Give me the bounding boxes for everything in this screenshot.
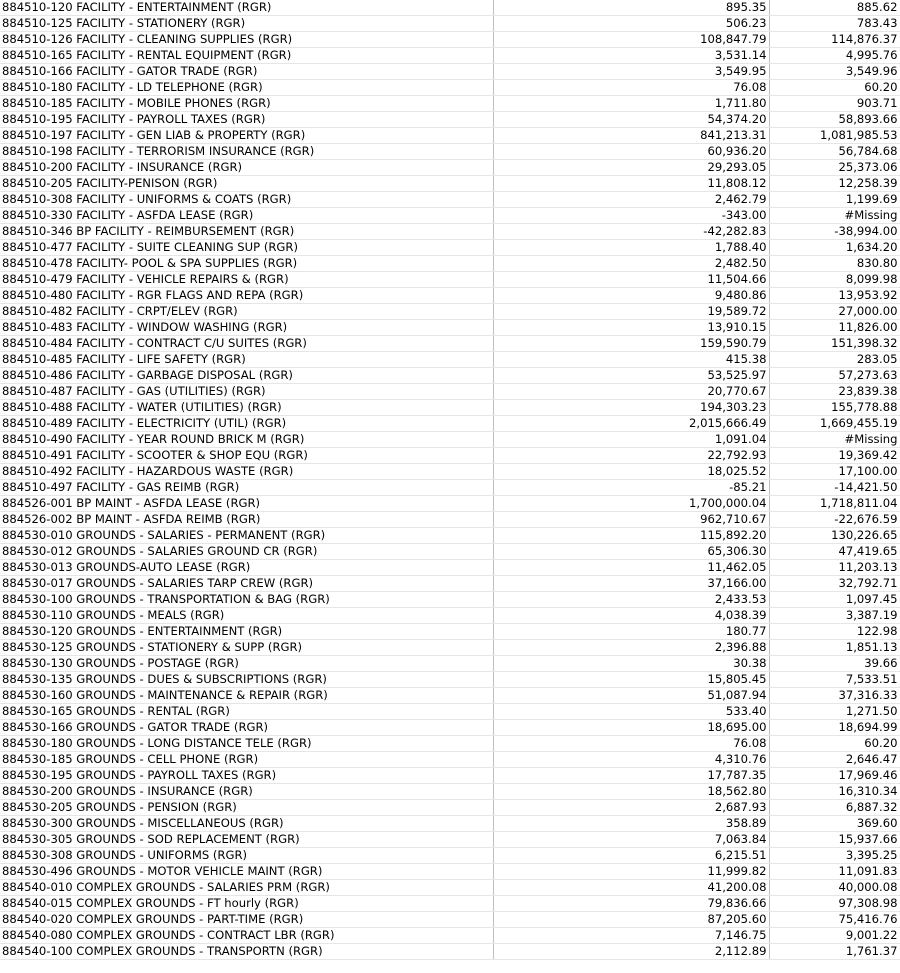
value-cell-a[interactable]: 2,112.89 (493, 944, 769, 960)
value-cell-b[interactable]: 130,226.65 (769, 528, 900, 544)
value-cell-b[interactable]: 11,826.00 (769, 320, 900, 336)
value-cell-a[interactable]: 115,892.20 (493, 528, 769, 544)
table-row (0, 320, 900, 336)
table-row (0, 512, 900, 528)
value-cell-a[interactable]: 2,687.93 (493, 800, 769, 816)
table-row (0, 560, 900, 576)
value-cell-a[interactable]: 159,590.79 (493, 336, 769, 352)
table-row (0, 608, 900, 624)
value-cell-b[interactable]: -22,676.59 (769, 512, 900, 528)
account-description-cell[interactable]: 884510-205 FACILITY-PENISON (RGR) (0, 176, 493, 192)
value-cell-a[interactable]: 65,306.30 (493, 544, 769, 560)
value-cell-a[interactable]: -42,282.83 (493, 224, 769, 240)
table-row (0, 896, 900, 912)
value-cell-b[interactable]: 17,969.46 (769, 768, 900, 784)
account-description-cell[interactable]: 884530-496 GROUNDS - MOTOR VEHICLE MAINT (RGR) (0, 864, 493, 880)
value-cell-a[interactable]: 41,200.08 (493, 880, 769, 896)
table-row (0, 880, 900, 896)
value-cell-a[interactable]: 76.08 (493, 736, 769, 752)
account-description-cell[interactable]: 884530-205 GROUNDS - PENSION (RGR) (0, 800, 493, 816)
value-cell-b[interactable]: 1,081,985.53 (769, 128, 900, 144)
value-cell-a[interactable]: 962,710.67 (493, 512, 769, 528)
account-description-cell[interactable]: 884510-166 FACILITY - GATOR TRADE (RGR) (0, 64, 493, 80)
table-row (0, 32, 900, 48)
value-cell-b[interactable]: 6,887.32 (769, 800, 900, 816)
table-row (0, 784, 900, 800)
account-description-cell[interactable]: 884510-185 FACILITY - MOBILE PHONES (RGR) (0, 96, 493, 112)
account-description-cell[interactable]: 884540-080 COMPLEX GROUNDS - CONTRACT LBR (RGR) (0, 928, 493, 944)
value-cell-b[interactable]: 1,097.45 (769, 592, 900, 608)
table-row (0, 160, 900, 176)
value-cell-b[interactable]: #Missing (769, 208, 900, 224)
value-cell-a[interactable]: 2,396.88 (493, 640, 769, 656)
account-description-cell[interactable]: 884510-485 FACILITY - LIFE SAFETY (RGR) (0, 352, 493, 368)
table-row (0, 928, 900, 944)
account-description-cell[interactable]: 884510-483 FACILITY - WINDOW WASHING (RGR) (0, 320, 493, 336)
value-cell-b[interactable]: #Missing (769, 432, 900, 448)
value-cell-b[interactable]: 3,395.25 (769, 848, 900, 864)
value-cell-a[interactable]: 54,374.20 (493, 112, 769, 128)
value-cell-b[interactable]: 1,199.69 (769, 192, 900, 208)
table-row (0, 112, 900, 128)
table-row (0, 336, 900, 352)
table-row (0, 144, 900, 160)
value-cell-a[interactable]: 506.23 (493, 16, 769, 32)
table-row (0, 16, 900, 32)
account-description-cell[interactable]: 884530-200 GROUNDS - INSURANCE (RGR) (0, 784, 493, 800)
account-description-cell[interactable]: 884530-195 GROUNDS - PAYROLL TAXES (RGR) (0, 768, 493, 784)
value-cell-a[interactable]: 11,462.05 (493, 560, 769, 576)
value-cell-b[interactable]: 1,851.13 (769, 640, 900, 656)
account-description-cell[interactable]: 884540-010 COMPLEX GROUNDS - SALARIES PRM (RGR) (0, 880, 493, 896)
value-cell-b[interactable]: 151,398.32 (769, 336, 900, 352)
table-row (0, 816, 900, 832)
table-row (0, 480, 900, 496)
value-cell-a[interactable]: 60,936.20 (493, 144, 769, 160)
value-cell-a[interactable]: 2,482.50 (493, 256, 769, 272)
value-cell-a[interactable]: 15,805.45 (493, 672, 769, 688)
table-row (0, 832, 900, 848)
value-cell-b[interactable]: 47,419.65 (769, 544, 900, 560)
value-cell-b[interactable]: 97,308.98 (769, 896, 900, 912)
table-row (0, 544, 900, 560)
value-cell-b[interactable]: 25,373.06 (769, 160, 900, 176)
table-row (0, 400, 900, 416)
value-cell-b[interactable]: 56,784.68 (769, 144, 900, 160)
value-cell-a[interactable]: 415.38 (493, 352, 769, 368)
account-description-cell[interactable]: 884526-002 BP MAINT - ASFDA REIMB (RGR) (0, 512, 493, 528)
value-cell-b[interactable]: 830.80 (769, 256, 900, 272)
account-description-cell[interactable]: 884510-488 FACILITY - WATER (UTILITIES) (RGR) (0, 400, 493, 416)
account-description-cell[interactable]: 884530-130 GROUNDS - POSTAGE (RGR) (0, 656, 493, 672)
value-cell-b[interactable]: 16,310.34 (769, 784, 900, 800)
value-cell-a[interactable]: 30.38 (493, 656, 769, 672)
value-cell-a[interactable]: 53,525.97 (493, 368, 769, 384)
value-cell-a[interactable]: 9,480.86 (493, 288, 769, 304)
account-description-cell[interactable]: 884530-180 GROUNDS - LONG DISTANCE TELE (RGR) (0, 736, 493, 752)
value-cell-b[interactable]: 114,876.37 (769, 32, 900, 48)
account-description-cell[interactable]: 884530-125 GROUNDS - STATIONERY & SUPP (RGR) (0, 640, 493, 656)
account-description-cell[interactable]: 884530-120 GROUNDS - ENTERTAINMENT (RGR) (0, 624, 493, 640)
value-cell-a[interactable]: 2,462.79 (493, 192, 769, 208)
value-cell-b[interactable]: 1,634.20 (769, 240, 900, 256)
value-cell-a[interactable]: 37,166.00 (493, 576, 769, 592)
account-description-cell[interactable]: 884540-100 COMPLEX GROUNDS - TRANSPORTN (RGR) (0, 944, 493, 960)
value-cell-b[interactable]: 40,000.08 (769, 880, 900, 896)
account-description-cell[interactable]: 884526-001 BP MAINT - ASFDA LEASE (RGR) (0, 496, 493, 512)
table-row (0, 256, 900, 272)
value-cell-a[interactable]: 1,700,000.04 (493, 496, 769, 512)
value-cell-b[interactable]: 11,203.13 (769, 560, 900, 576)
account-description-cell[interactable]: 884510-197 FACILITY - GEN LIAB & PROPERTY (RGR) (0, 128, 493, 144)
value-cell-a[interactable]: 51,087.94 (493, 688, 769, 704)
value-cell-b[interactable]: 39.66 (769, 656, 900, 672)
value-cell-b[interactable]: 32,792.71 (769, 576, 900, 592)
table-row (0, 208, 900, 224)
value-cell-b[interactable]: 58,893.66 (769, 112, 900, 128)
account-description-cell[interactable]: 884510-487 FACILITY - GAS (UTILITIES) (RGR) (0, 384, 493, 400)
value-cell-b[interactable]: 4,995.76 (769, 48, 900, 64)
table-row (0, 416, 900, 432)
account-description-cell[interactable]: 884510-478 FACILITY- POOL & SPA SUPPLIES (RGR) (0, 256, 493, 272)
value-cell-b[interactable]: 155,778.88 (769, 400, 900, 416)
account-description-cell[interactable]: 884530-135 GROUNDS - DUES & SUBSCRIPTIONS (RGR) (0, 672, 493, 688)
value-cell-b[interactable]: 60.20 (769, 80, 900, 96)
table-row (0, 176, 900, 192)
value-cell-b[interactable]: 11,091.83 (769, 864, 900, 880)
account-description-cell[interactable]: 884510-492 FACILITY - HAZARDOUS WASTE (RGR) (0, 464, 493, 480)
value-cell-a[interactable]: 3,549.95 (493, 64, 769, 80)
value-cell-b[interactable]: 18,694.99 (769, 720, 900, 736)
value-cell-b[interactable]: 3,549.96 (769, 64, 900, 80)
account-description-cell[interactable]: 884510-479 FACILITY - VEHICLE REPAIRS & (RGR) (0, 272, 493, 288)
table-row (0, 304, 900, 320)
account-description-cell[interactable]: 884530-010 GROUNDS - SALARIES - PERMANENT (RGR) (0, 528, 493, 544)
account-description-cell[interactable]: 884510-180 FACILITY - LD TELEPHONE (RGR) (0, 80, 493, 96)
value-cell-a[interactable]: 29,293.05 (493, 160, 769, 176)
account-description-cell[interactable]: 884510-489 FACILITY - ELECTRICITY (UTIL) (RGR) (0, 416, 493, 432)
value-cell-b[interactable]: 37,316.33 (769, 688, 900, 704)
value-cell-b[interactable]: 75,416.76 (769, 912, 900, 928)
table-row (0, 752, 900, 768)
table-row (0, 624, 900, 640)
value-cell-a[interactable]: 108,847.79 (493, 32, 769, 48)
value-cell-b[interactable]: 283.05 (769, 352, 900, 368)
table-row (0, 448, 900, 464)
value-cell-a[interactable]: 1,788.40 (493, 240, 769, 256)
table-row (0, 768, 900, 784)
account-description-cell[interactable]: 884510-120 FACILITY - ENTERTAINMENT (RGR) (0, 0, 493, 16)
value-cell-b[interactable]: 1,761.37 (769, 944, 900, 960)
account-description-cell[interactable]: 884530-100 GROUNDS - TRANSPORTATION & BAG (RGR) (0, 592, 493, 608)
value-cell-a[interactable]: 18,695.00 (493, 720, 769, 736)
value-cell-b[interactable]: 13,953.92 (769, 288, 900, 304)
value-cell-b[interactable]: 903.71 (769, 96, 900, 112)
value-cell-b[interactable]: 23,839.38 (769, 384, 900, 400)
value-cell-b[interactable]: 8,099.98 (769, 272, 900, 288)
value-cell-b[interactable]: 122.98 (769, 624, 900, 640)
value-cell-a[interactable]: 4,310.76 (493, 752, 769, 768)
value-cell-a[interactable]: 6,215.51 (493, 848, 769, 864)
account-description-cell[interactable]: 884510-330 FACILITY - ASFDA LEASE (RGR) (0, 208, 493, 224)
value-cell-b[interactable]: 57,273.63 (769, 368, 900, 384)
value-cell-b[interactable]: 9,001.22 (769, 928, 900, 944)
value-cell-a[interactable]: 11,999.82 (493, 864, 769, 880)
account-description-cell[interactable]: 884540-015 COMPLEX GROUNDS - FT hourly (RGR) (0, 896, 493, 912)
account-description-cell[interactable]: 884510-490 FACILITY - YEAR ROUND BRICK M (RGR) (0, 432, 493, 448)
table-row (0, 288, 900, 304)
table-row (0, 864, 900, 880)
value-cell-b[interactable]: 3,387.19 (769, 608, 900, 624)
value-cell-a[interactable]: 358.89 (493, 816, 769, 832)
account-description-cell[interactable]: 884510-195 FACILITY - PAYROLL TAXES (RGR) (0, 112, 493, 128)
value-cell-a[interactable]: 1,711.80 (493, 96, 769, 112)
table-row (0, 592, 900, 608)
table-row (0, 192, 900, 208)
value-cell-a[interactable]: 180.77 (493, 624, 769, 640)
value-cell-a[interactable]: 79,836.66 (493, 896, 769, 912)
value-cell-a[interactable]: -85.21 (493, 480, 769, 496)
table-row (0, 656, 900, 672)
account-description-cell[interactable]: 884510-484 FACILITY - CONTRACT C/U SUITES (RGR) (0, 336, 493, 352)
value-cell-a[interactable]: 7,146.75 (493, 928, 769, 944)
value-cell-a[interactable]: 895.35 (493, 0, 769, 16)
value-cell-b[interactable]: 885.62 (769, 0, 900, 16)
value-cell-b[interactable]: 783.43 (769, 16, 900, 32)
value-cell-b[interactable]: 369.60 (769, 816, 900, 832)
account-description-cell[interactable]: 884510-491 FACILITY - SCOOTER & SHOP EQU (RGR) (0, 448, 493, 464)
table-row (0, 0, 900, 16)
account-description-cell[interactable]: 884510-125 FACILITY - STATIONERY (RGR) (0, 16, 493, 32)
value-cell-a[interactable]: 3,531.14 (493, 48, 769, 64)
value-cell-a[interactable]: 19,589.72 (493, 304, 769, 320)
account-description-cell[interactable]: 884530-165 GROUNDS - RENTAL (RGR) (0, 704, 493, 720)
table-row (0, 704, 900, 720)
table-row (0, 432, 900, 448)
table-row (0, 576, 900, 592)
value-cell-b[interactable]: 17,100.00 (769, 464, 900, 480)
value-cell-b[interactable]: 15,937.66 (769, 832, 900, 848)
account-description-cell[interactable]: 884530-308 GROUNDS - UNIFORMS (RGR) (0, 848, 493, 864)
value-cell-a[interactable]: 87,205.60 (493, 912, 769, 928)
value-cell-b[interactable]: 19,369.42 (769, 448, 900, 464)
account-description-cell[interactable]: 884530-013 GROUNDS-AUTO LEASE (RGR) (0, 560, 493, 576)
account-description-cell[interactable]: 884540-020 COMPLEX GROUNDS - PART-TIME (RGR) (0, 912, 493, 928)
account-description-cell[interactable]: 884510-480 FACILITY - RGR FLAGS AND REPA (RGR) (0, 288, 493, 304)
value-cell-b[interactable]: 60.20 (769, 736, 900, 752)
table-row (0, 384, 900, 400)
table-row (0, 240, 900, 256)
value-cell-a[interactable]: 2,433.53 (493, 592, 769, 608)
value-cell-a[interactable]: 18,562.80 (493, 784, 769, 800)
table-row (0, 800, 900, 816)
value-cell-b[interactable]: 2,646.47 (769, 752, 900, 768)
value-cell-a[interactable]: 22,792.93 (493, 448, 769, 464)
value-cell-a[interactable]: 7,063.84 (493, 832, 769, 848)
table-row (0, 80, 900, 96)
account-description-cell[interactable]: 884510-477 FACILITY - SUITE CLEANING SUP (RGR) (0, 240, 493, 256)
account-description-cell[interactable]: 884510-165 FACILITY - RENTAL EQUIPMENT (RGR) (0, 48, 493, 64)
account-description-cell[interactable]: 884510-308 FACILITY - UNIFORMS & COATS (RGR) (0, 192, 493, 208)
table-row (0, 272, 900, 288)
table-row (0, 128, 900, 144)
value-cell-a[interactable]: 533.40 (493, 704, 769, 720)
table-row (0, 736, 900, 752)
value-cell-a[interactable]: -343.00 (493, 208, 769, 224)
value-cell-b[interactable]: 12,258.39 (769, 176, 900, 192)
account-description-cell[interactable]: 884510-198 FACILITY - TERRORISM INSURANCE (RGR) (0, 144, 493, 160)
account-description-cell[interactable]: 884510-482 FACILITY - CRPT/ELEV (RGR) (0, 304, 493, 320)
table-row (0, 352, 900, 368)
account-description-cell[interactable]: 884530-110 GROUNDS - MEALS (RGR) (0, 608, 493, 624)
value-cell-b[interactable]: 27,000.00 (769, 304, 900, 320)
table-row (0, 48, 900, 64)
value-cell-a[interactable]: 11,808.12 (493, 176, 769, 192)
value-cell-b[interactable]: 1,718,811.04 (769, 496, 900, 512)
account-description-cell[interactable]: 884510-486 FACILITY - GARBAGE DISPOSAL (RGR) (0, 368, 493, 384)
table-row (0, 848, 900, 864)
table-row (0, 64, 900, 80)
account-description-cell[interactable]: 884530-166 GROUNDS - GATOR TRADE (RGR) (0, 720, 493, 736)
table-row (0, 96, 900, 112)
account-description-cell[interactable]: 884510-126 FACILITY - CLEANING SUPPLIES (RGR) (0, 32, 493, 48)
account-description-cell[interactable]: 884530-017 GROUNDS - SALARIES TARP CREW (RGR) (0, 576, 493, 592)
table-row (0, 528, 900, 544)
table-row (0, 688, 900, 704)
value-cell-b[interactable]: -14,421.50 (769, 480, 900, 496)
table-row (0, 640, 900, 656)
table-row (0, 464, 900, 480)
account-description-cell[interactable]: 884530-160 GROUNDS - MAINTENANCE & REPAIR (RGR) (0, 688, 493, 704)
value-cell-a[interactable]: 18,025.52 (493, 464, 769, 480)
table-row (0, 912, 900, 928)
account-description-cell[interactable]: 884510-497 FACILITY - GAS REIMB (RGR) (0, 480, 493, 496)
table-row (0, 720, 900, 736)
value-cell-b[interactable]: 1,271.50 (769, 704, 900, 720)
value-cell-b[interactable]: -38,994.00 (769, 224, 900, 240)
value-cell-a[interactable]: 1,091.04 (493, 432, 769, 448)
table-row (0, 944, 900, 960)
table-row (0, 368, 900, 384)
table-row (0, 224, 900, 240)
account-description-cell[interactable]: 884530-185 GROUNDS - CELL PHONE (RGR) (0, 752, 493, 768)
value-cell-b[interactable]: 7,533.51 (769, 672, 900, 688)
table-row (0, 496, 900, 512)
value-cell-a[interactable]: 4,038.39 (493, 608, 769, 624)
value-cell-b[interactable]: 1,669,455.19 (769, 416, 900, 432)
value-cell-a[interactable]: 194,303.23 (493, 400, 769, 416)
account-description-cell[interactable]: 884530-300 GROUNDS - MISCELLANEOUS (RGR) (0, 816, 493, 832)
value-cell-a[interactable]: 13,910.15 (493, 320, 769, 336)
account-description-cell[interactable]: 884530-305 GROUNDS - SOD REPLACEMENT (RGR) (0, 832, 493, 848)
value-cell-a[interactable]: 841,213.31 (493, 128, 769, 144)
account-description-cell[interactable]: 884510-200 FACILITY - INSURANCE (RGR) (0, 160, 493, 176)
account-description-cell[interactable]: 884530-012 GROUNDS - SALARIES GROUND CR (RGR) (0, 544, 493, 560)
value-cell-a[interactable]: 20,770.67 (493, 384, 769, 400)
value-cell-a[interactable]: 76.08 (493, 80, 769, 96)
value-cell-a[interactable]: 17,787.35 (493, 768, 769, 784)
value-cell-a[interactable]: 2,015,666.49 (493, 416, 769, 432)
value-cell-a[interactable]: 11,504.66 (493, 272, 769, 288)
table-row (0, 672, 900, 688)
account-description-cell[interactable]: 884510-346 BP FACILITY - REIMBURSEMENT (RGR) (0, 224, 493, 240)
